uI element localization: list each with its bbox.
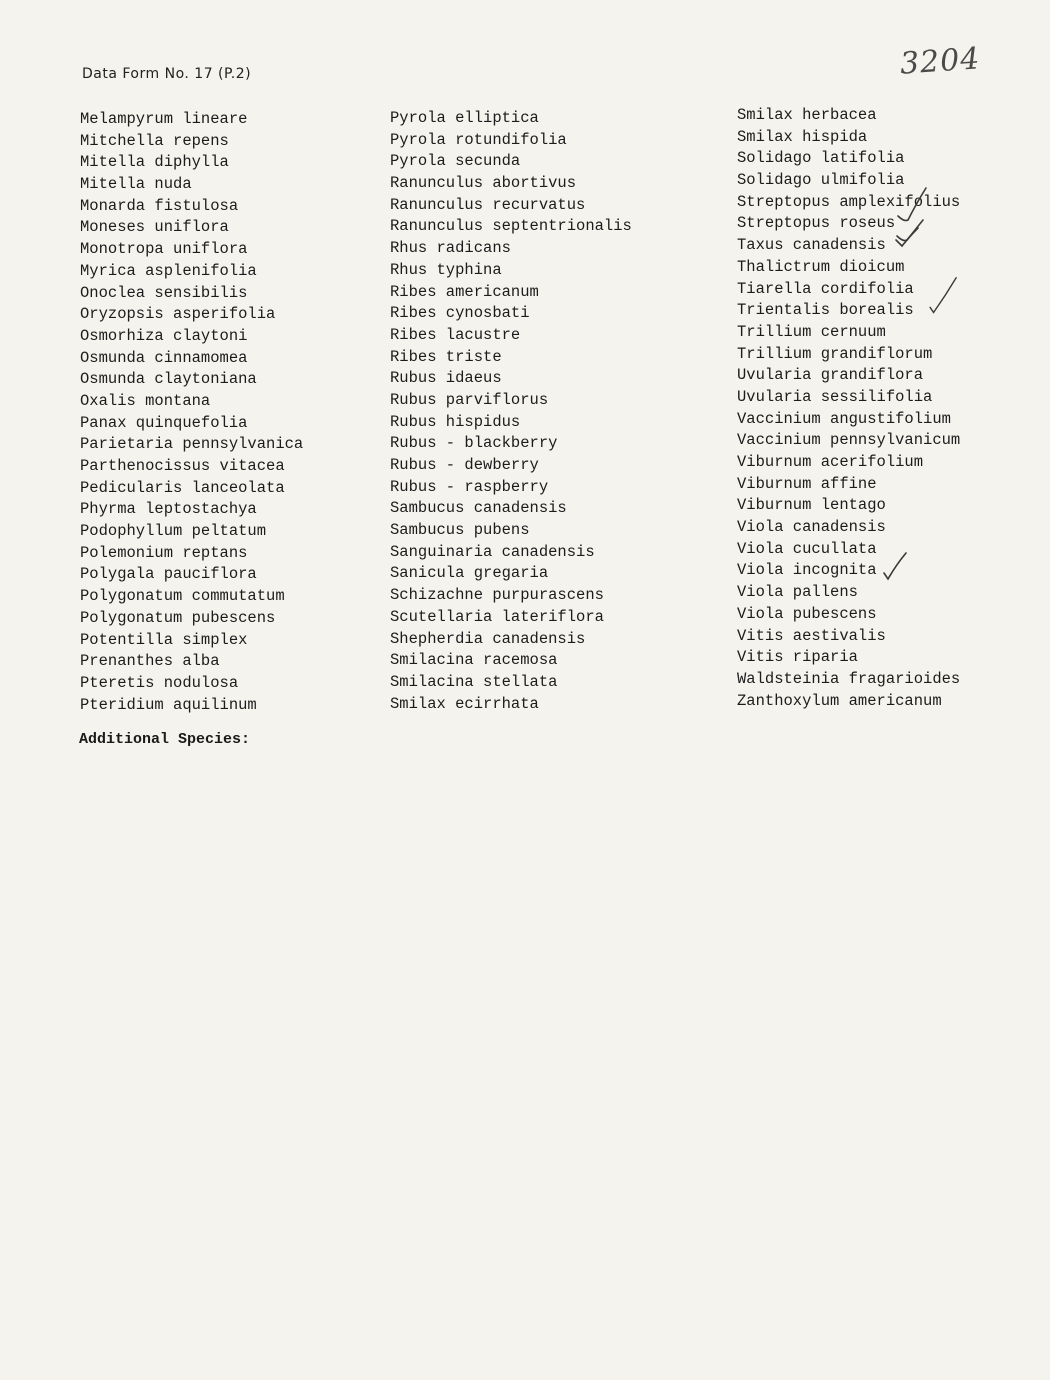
species-item: Smilacina stellata (390, 672, 558, 691)
species-item: Monarda fistulosa (80, 196, 239, 215)
species-item: Oxalis montana (80, 391, 211, 410)
species-item: Pteridium aquilinum (80, 695, 257, 714)
species-item: Podophyllum peltatum (80, 522, 267, 541)
species-item: Vaccinium pennsylvanicum (737, 431, 961, 450)
checkmark-icon (890, 224, 930, 264)
species-item: Ribes triste (390, 347, 502, 366)
species-item: Osmorhiza claytoni (80, 326, 248, 345)
species-item: Trientalis borealis (737, 301, 914, 320)
species-item: Sambucus canadensis (390, 499, 567, 518)
species-item: Shepherdia canadensis (390, 629, 586, 648)
species-item: Vitis aestivalis (737, 626, 886, 645)
species-item: Pedicularis lanceolata (80, 478, 285, 497)
species-item: Onoclea sensibilis (80, 283, 248, 302)
species-item: Mitella nuda (80, 175, 192, 194)
species-item: Schizachne purpurascens (390, 586, 604, 605)
species-item: Ranunculus abortivus (390, 174, 577, 193)
handwritten-number: 3204 (898, 41, 982, 82)
species-item: Taxus canadensis (737, 236, 886, 255)
species-item: Thalictrum dioicum (737, 257, 905, 276)
species-item: Streptopus amplexifolius (737, 192, 961, 211)
species-item: Sanguinaria canadensis (390, 542, 595, 561)
species-item: Rhus radicans (390, 239, 511, 258)
species-item: Melampyrum lineare (80, 110, 248, 128)
species-item: Pyrola rotundifolia (390, 130, 567, 149)
species-item: Smilax herbacea (737, 106, 877, 124)
species-item: Ribes cynosbati (390, 304, 530, 323)
species-item: Sambucus pubens (390, 521, 530, 540)
species-item: Scutellaria lateriflora (390, 607, 604, 626)
checkmark-icon (924, 276, 964, 316)
species-item: Myrica asplenifolia (80, 261, 257, 280)
species-item: Oryzopsis asperifolia (80, 305, 276, 324)
species-item: Panax quinquefolia (80, 413, 248, 432)
species-item: Uvularia grandiflora (737, 366, 924, 385)
checkmark-icon (880, 549, 920, 589)
species-item: Uvularia sessilifolia (737, 387, 933, 406)
species-item: Waldsteinia fragarioides (737, 669, 961, 688)
species-item: Rubus idaeus (390, 369, 502, 388)
species-item: Rubus hispidus (390, 412, 521, 431)
species-item: Smilax ecirrhata (390, 694, 539, 713)
species-item: Pyrola elliptica (390, 109, 539, 127)
species-item: Smilax hispida (737, 127, 868, 146)
species-item: Potentilla simplex (80, 630, 248, 649)
species-item: Rhus typhina (390, 260, 502, 279)
species-item: Pteretis nodulosa (80, 673, 239, 692)
species-item: Polygonatum commutatum (80, 587, 285, 606)
species-item: Osmunda claytoniana (80, 370, 257, 389)
species-column-2 (390, 108, 632, 715)
species-item: Viola incognita (737, 561, 877, 580)
species-item: Phyrma leptostachya (80, 500, 257, 519)
species-item: Streptopus roseus (737, 214, 896, 233)
additional-species-label: Additional Species: (79, 731, 251, 748)
form-title: Data Form No. 17 (P.2) (82, 66, 252, 82)
species-item: Mitchella repens (80, 131, 229, 150)
species-item: Viola canadensis (737, 518, 886, 537)
species-item: Viola pubescens (737, 604, 877, 623)
species-item: Vaccinium angustifolium (737, 409, 951, 428)
species-item: Rubus - raspberry (390, 477, 549, 496)
species-column-1 (80, 109, 303, 716)
species-item: Trillium cernuum (737, 322, 886, 341)
species-item: Ribes lacustre (390, 325, 521, 344)
species-item: Viburnum affine (737, 474, 877, 493)
species-item: Rubus - dewberry (390, 456, 539, 474)
species-item: Solidago latifolia (737, 149, 905, 168)
species-item: Polemonium reptans (80, 543, 248, 562)
species-item: Viburnum acerifolium (737, 453, 924, 471)
species-item: Rubus parviflorus (390, 390, 549, 409)
species-item: Vitis riparia (737, 648, 858, 667)
species-item: Pyrola secunda (390, 152, 521, 171)
species-item: Monotropa uniflora (80, 240, 248, 259)
species-item: Trillium grandiflorum (737, 344, 933, 363)
species-item: Solidago ulmifolia (737, 171, 905, 190)
species-item: Osmunda cinnamomea (80, 348, 248, 367)
species-item: Parthenocissus vitacea (80, 457, 285, 475)
species-item: Zanthoxylum americanum (737, 691, 942, 710)
species-item: Viola pallens (737, 583, 858, 602)
species-item: Ribes americanum (390, 282, 539, 301)
species-item: Polygala pauciflora (80, 565, 257, 584)
species-item: Viola cucullata (737, 539, 877, 558)
species-item: Sanicula gregaria (390, 564, 549, 583)
species-item: Ranunculus recurvatus (390, 195, 586, 214)
species-item: Ranunculus septentrionalis (390, 217, 632, 236)
species-item: Parietaria pennsylvanica (80, 435, 304, 454)
species-item: Moneses uniflora (80, 218, 229, 237)
species-item: Smilacina racemosa (390, 651, 558, 670)
species-item: Rubus - blackberry (390, 434, 558, 453)
species-item: Mitella diphylla (80, 153, 229, 172)
species-item: Tiarella cordifolia (737, 279, 914, 298)
species-item: Polygonatum pubescens (80, 608, 276, 627)
species-item: Viburnum lentago (737, 496, 886, 515)
species-item: Prenanthes alba (80, 652, 220, 671)
